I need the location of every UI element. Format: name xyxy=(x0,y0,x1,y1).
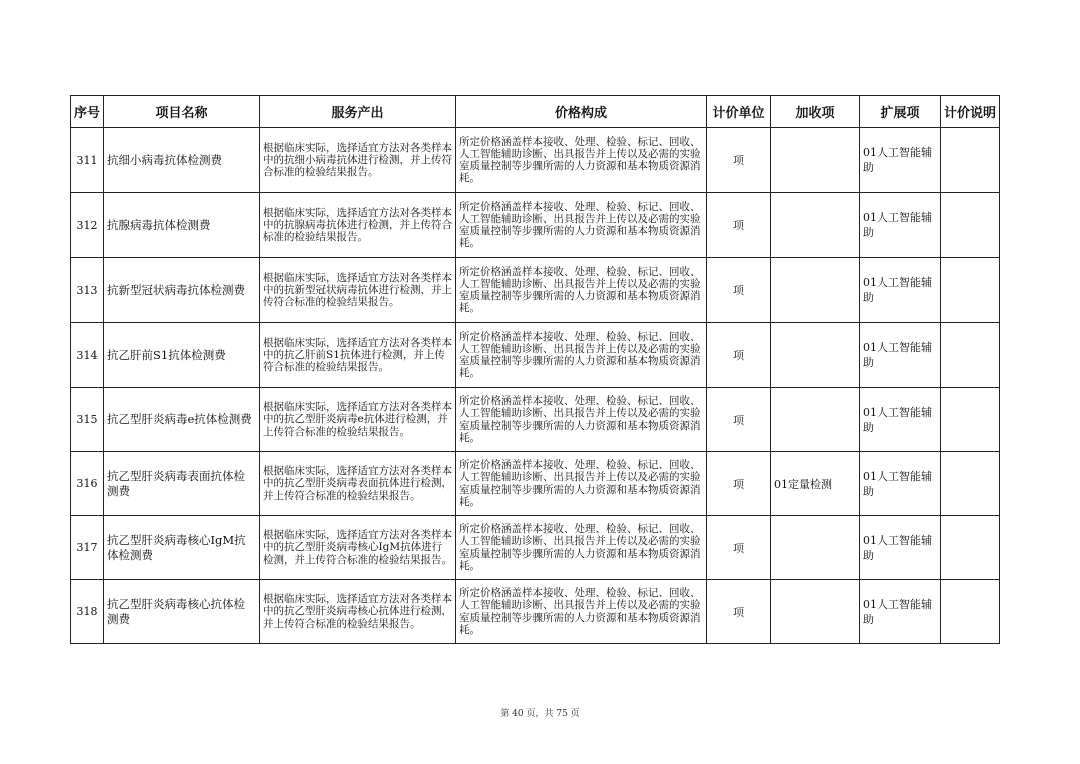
row-seq: 316 xyxy=(71,452,104,516)
row-extension: 01人工智能辅助 xyxy=(860,128,941,193)
row-extension: 01人工智能辅助 xyxy=(860,516,941,580)
row-extension: 01人工智能辅助 xyxy=(860,580,941,644)
row-seq: 313 xyxy=(71,258,104,323)
table-row xyxy=(71,193,1000,258)
header-note: 计价说明 xyxy=(941,96,1000,128)
row-price: 所定价格涵盖样本接收、处理、检验、标记、回收、人工智能辅助诊断、出具报告并上传以及必需的实验室质量控制等步骤所需的人力资源和基本物质资源消耗。 xyxy=(456,516,707,580)
row-extra xyxy=(771,128,860,193)
row-extra: 01定量检测 xyxy=(771,452,860,516)
row-extra xyxy=(771,323,860,388)
row-name: 抗乙型肝炎病毒e抗体检测费 xyxy=(104,388,260,452)
row-name: 抗腺病毒抗体检测费 xyxy=(104,193,260,258)
row-extension: 01人工智能辅助 xyxy=(860,323,941,388)
row-note xyxy=(941,128,1000,193)
row-service: 根据临床实际，选择适宜方法对各类样本中的抗腺病毒抗体进行检测，并上传符合标准的检验结果报告。 xyxy=(260,193,456,258)
row-service: 根据临床实际，选择适宜方法对各类样本中的抗乙型肝炎病毒表面抗体进行检测，并上传符合标准的检验结果报告。 xyxy=(260,452,456,516)
page-footer: 第 40 页，共 75 页 xyxy=(500,709,580,719)
row-service: 根据临床实际，选择适宜方法对各类样本中的抗乙肝前S1抗体进行检测，并上传符合标准的检验结果报告。 xyxy=(260,323,456,388)
row-extra xyxy=(771,388,860,452)
row-seq: 314 xyxy=(71,323,104,388)
row-note xyxy=(941,258,1000,323)
header-seq: 序号 xyxy=(71,96,104,128)
row-note xyxy=(941,388,1000,452)
table-header-row xyxy=(71,96,1000,128)
row-note xyxy=(941,580,1000,644)
row-service: 根据临床实际，选择适宜方法对各类样本中的抗乙型肝炎病毒e抗体进行检测，并上传符合标准的检验结果报告。 xyxy=(260,388,456,452)
row-price: 所定价格涵盖样本接收、处理、检验、标记、回收、人工智能辅助诊断、出具报告并上传以及必需的实验室质量控制等步骤所需的人力资源和基本物质资源消耗。 xyxy=(456,452,707,516)
row-note xyxy=(941,193,1000,258)
row-unit: 项 xyxy=(707,580,771,644)
header-service: 服务产出 xyxy=(260,96,456,128)
row-name: 抗乙型肝炎病毒核心IgM抗体检测费 xyxy=(104,516,260,580)
row-unit: 项 xyxy=(707,388,771,452)
row-extra xyxy=(771,258,860,323)
header-extension: 扩展项 xyxy=(860,96,941,128)
row-extra xyxy=(771,516,860,580)
row-price: 所定价格涵盖样本接收、处理、检验、标记、回收、人工智能辅助诊断、出具报告并上传以及必需的实验室质量控制等步骤所需的人力资源和基本物质资源消耗。 xyxy=(456,193,707,258)
table-row xyxy=(71,128,1000,193)
row-seq: 317 xyxy=(71,516,104,580)
table-row xyxy=(71,258,1000,323)
row-extra xyxy=(771,580,860,644)
table-row xyxy=(71,323,1000,388)
row-service: 根据临床实际，选择适宜方法对各类样本中的抗乙型肝炎病毒核心IgM抗体进行检测，并上传符合标准的检验结果报告。 xyxy=(260,516,456,580)
row-note xyxy=(941,516,1000,580)
table-row xyxy=(71,452,1000,516)
row-name: 抗新型冠状病毒抗体检测费 xyxy=(104,258,260,323)
row-price: 所定价格涵盖样本接收、处理、检验、标记、回收、人工智能辅助诊断、出具报告并上传以及必需的实验室质量控制等步骤所需的人力资源和基本物质资源消耗。 xyxy=(456,580,707,644)
row-unit: 项 xyxy=(707,516,771,580)
row-seq: 318 xyxy=(71,580,104,644)
table-row xyxy=(71,388,1000,452)
row-service: 根据临床实际，选择适宜方法对各类样本中的抗新型冠状病毒抗体进行检测，并上传符合标准的检验结果报告。 xyxy=(260,258,456,323)
row-name: 抗乙型肝炎病毒核心抗体检测费 xyxy=(104,580,260,644)
row-name: 抗乙型肝炎病毒表面抗体检测费 xyxy=(104,452,260,516)
fee-table xyxy=(70,95,1000,644)
row-extension: 01人工智能辅助 xyxy=(860,258,941,323)
row-unit: 项 xyxy=(707,452,771,516)
row-note xyxy=(941,452,1000,516)
header-unit: 计价单位 xyxy=(707,96,771,128)
row-seq: 315 xyxy=(71,388,104,452)
header-extra: 加收项 xyxy=(771,96,860,128)
row-seq: 312 xyxy=(71,193,104,258)
table-row xyxy=(71,516,1000,580)
row-extra xyxy=(771,193,860,258)
row-unit: 项 xyxy=(707,323,771,388)
row-unit: 项 xyxy=(707,128,771,193)
row-price: 所定价格涵盖样本接收、处理、检验、标记、回收、人工智能辅助诊断、出具报告并上传以及必需的实验室质量控制等步骤所需的人力资源和基本物质资源消耗。 xyxy=(456,128,707,193)
row-name: 抗细小病毒抗体检测费 xyxy=(104,128,260,193)
row-price: 所定价格涵盖样本接收、处理、检验、标记、回收、人工智能辅助诊断、出具报告并上传以及必需的实验室质量控制等步骤所需的人力资源和基本物质资源消耗。 xyxy=(456,258,707,323)
row-extension: 01人工智能辅助 xyxy=(860,193,941,258)
row-extension: 01人工智能辅助 xyxy=(860,388,941,452)
row-extension: 01人工智能辅助 xyxy=(860,452,941,516)
row-note xyxy=(941,323,1000,388)
row-service: 根据临床实际，选择适宜方法对各类样本中的抗乙型肝炎病毒核心抗体进行检测，并上传符合标准的检验结果报告。 xyxy=(260,580,456,644)
row-seq: 311 xyxy=(71,128,104,193)
row-unit: 项 xyxy=(707,193,771,258)
row-name: 抗乙肝前S1抗体检测费 xyxy=(104,323,260,388)
row-price: 所定价格涵盖样本接收、处理、检验、标记、回收、人工智能辅助诊断、出具报告并上传以及必需的实验室质量控制等步骤所需的人力资源和基本物质资源消耗。 xyxy=(456,323,707,388)
row-unit: 项 xyxy=(707,258,771,323)
header-price: 价格构成 xyxy=(456,96,707,128)
table-row xyxy=(71,580,1000,644)
row-service: 根据临床实际，选择适宜方法对各类样本中的抗细小病毒抗体进行检测，并上传符合标准的检验结果报告。 xyxy=(260,128,456,193)
header-name: 项目名称 xyxy=(104,96,260,128)
row-price: 所定价格涵盖样本接收、处理、检验、标记、回收、人工智能辅助诊断、出具报告并上传以及必需的实验室质量控制等步骤所需的人力资源和基本物质资源消耗。 xyxy=(456,388,707,452)
